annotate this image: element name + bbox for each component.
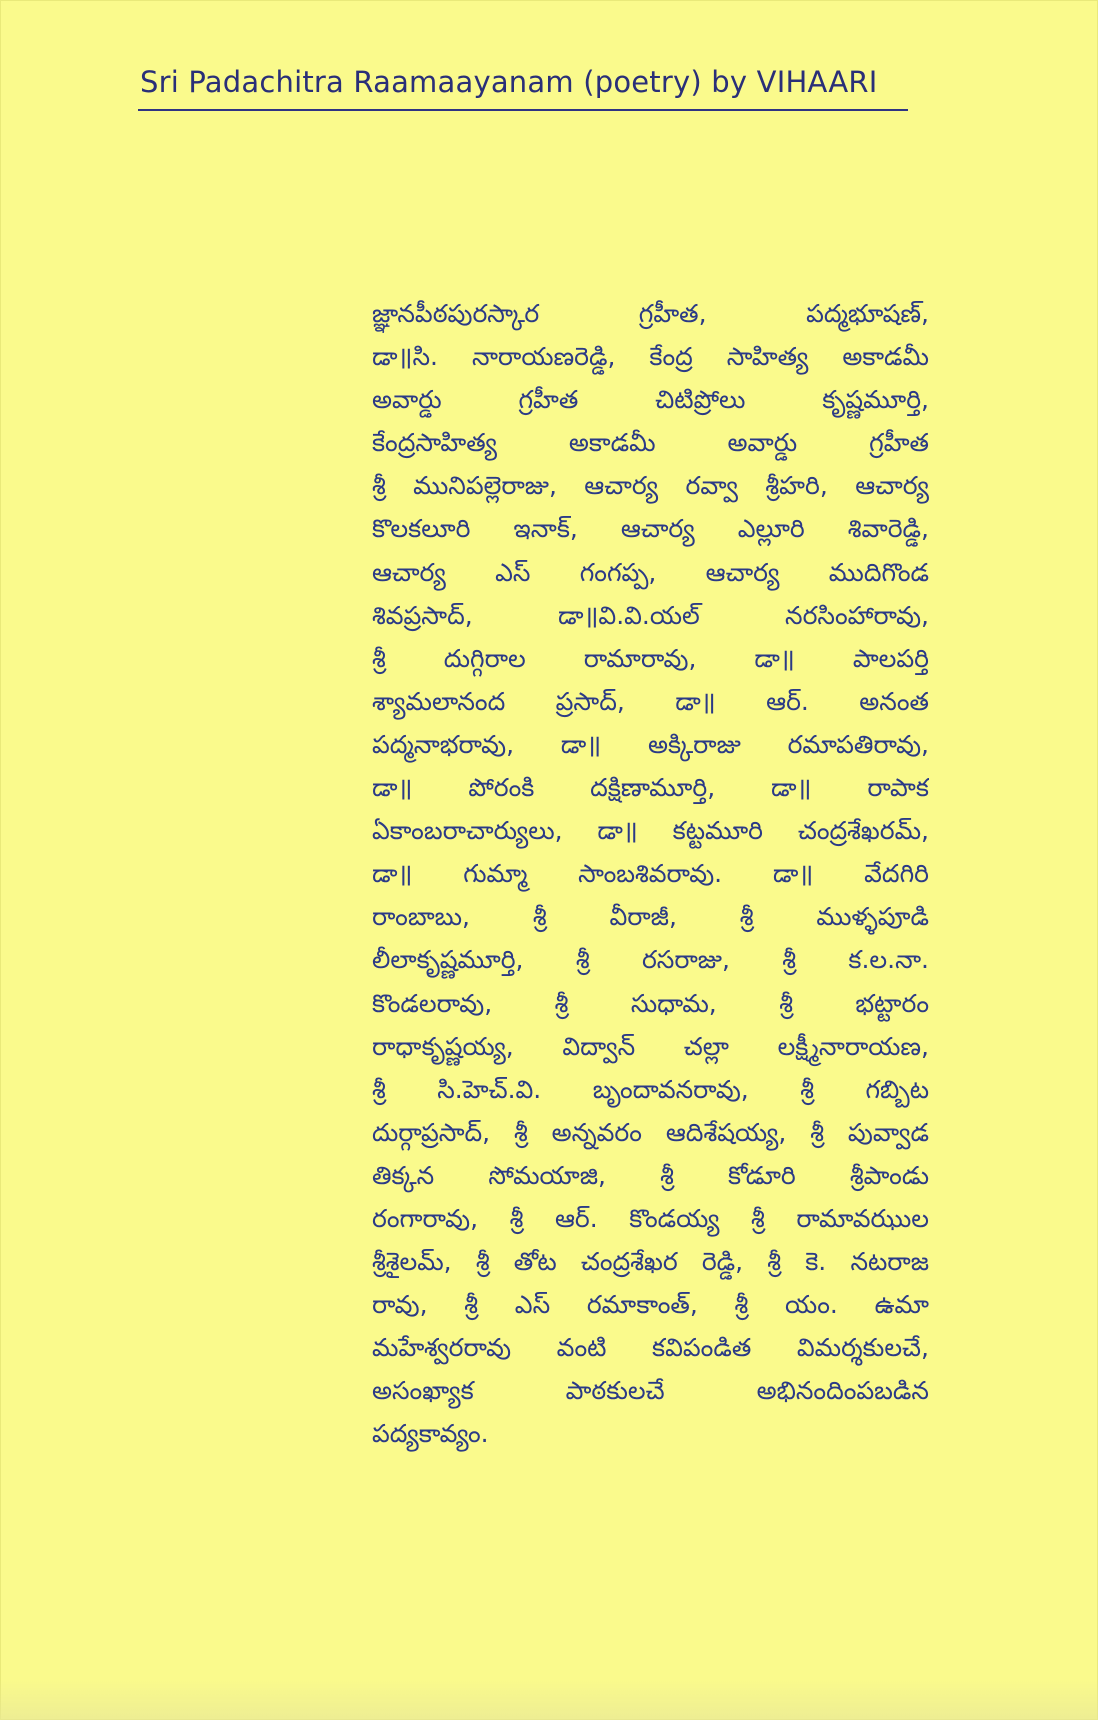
paragraph-line: శ్యామలానంద ప్రసాద్, డా॥ ఆర్. అనంత: [372, 686, 929, 716]
endorsement-paragraph: [372, 292, 929, 1456]
paragraph-line: డా॥సి. నారాయణరెడ్డి, కేంద్ర సాహిత్య అకాడమీ: [372, 342, 929, 372]
paragraph-line: డా॥ పోరంకి దక్షిణామూర్తి, డా॥ రాపాక: [372, 773, 929, 803]
paragraph-line: శివప్రసాద్, డా॥వి.వి.యల్ నరసింహారావు,: [372, 600, 929, 630]
paragraph-line: లీలాకృష్ణమూర్తి, శ్రీ రసరాజు, శ్రీ క.ల.నా.: [372, 945, 929, 975]
paragraph-line: తిక్కన సోమయాజి, శ్రీ కోడూరి శ్రీపాండు: [372, 1160, 929, 1190]
paragraph-line: డా॥ గుమ్మా సాంబశివరావు. డా॥ వేదగిరి: [372, 859, 929, 889]
paragraph-line: రాంబాబు, శ్రీ వీరాజీ, శ్రీ ముళ్ళపూడి: [372, 902, 929, 932]
paragraph-line: శ్రీ మునిపల్లెరాజు, ఆచార్య రవ్వా శ్రీహరి, ఆచార్య: [372, 471, 929, 501]
paragraph-line: దుర్గాప్రసాద్, శ్రీ అన్నవరం ఆదిశేషయ్య, శ్రీ పువ్వాడ: [372, 1117, 929, 1147]
paragraph-line: జ్ఞానపీఠపురస్కార గ్రహీత, పద్మభూషణ్,: [372, 299, 929, 328]
paragraph-line: రంగారావు, శ్రీ ఆర్. కొండయ్య శ్రీ రామావఝుల: [372, 1203, 929, 1233]
page-title: Sri Padachitra Raamaayanam (poetry) by VIHAARI: [140, 65, 878, 99]
paragraph-line: శ్రీ సి.హెచ్.వి. బృందావనరావు, శ్రీ గబ్బిట: [372, 1074, 929, 1104]
paragraph-line: శ్రీశైలమ్, శ్రీ తోట చంద్రశేఖర రెడ్డి, శ్రీ కె. నటరాజ: [372, 1247, 929, 1277]
paragraph-line: పద్యకావ్యం.: [372, 1419, 489, 1449]
paragraph-line: శ్రీ దుగ్గిరాల రామారావు, డా॥ పాలపర్తి: [372, 643, 929, 673]
paragraph-line: ఆచార్య ఎస్ గంగప్ప, ఆచార్య ముదిగొండ: [372, 557, 929, 587]
paragraph-line: రాధాకృష్ణయ్య, విద్వాన్ చల్లా లక్ష్మీనారాయణ,: [372, 1031, 929, 1061]
paragraph-line: మహేశ్వరరావు వంటి కవిపండిత విమర్శకులచే,: [372, 1333, 929, 1363]
paragraph-line: కొలకలూరి ఇనాక్, ఆచార్య ఎల్లూరి శివారెడ్డి,: [372, 514, 929, 544]
paragraph-line: ఏకాంబరాచార్యులు, డా॥ కట్టమూరి చంద్రశేఖరమ్,: [372, 816, 929, 846]
paragraph-line: రావు, శ్రీ ఎస్ రమాకాంత్, శ్రీ యం. ఉమా: [372, 1290, 929, 1320]
paragraph-line: పద్మనాభరావు, డా॥ అక్కిరాజు రమాపతిరావు,: [372, 729, 929, 759]
paragraph-line: కేంద్రసాహిత్య అకాడమీ అవార్డు గ్రహీత: [372, 428, 929, 458]
paragraph-line: అవార్డు గ్రహీత చిటిప్రోలు కృష్ణమూర్తి,: [372, 385, 929, 415]
paragraph-line: అసంఖ్యాక పాఠకులచే అభినందింపబడిన: [372, 1376, 929, 1406]
paragraph-line: కొండలరావు, శ్రీ సుధామ, శ్రీ భట్టారం: [372, 988, 929, 1018]
title-underline: [138, 109, 908, 111]
